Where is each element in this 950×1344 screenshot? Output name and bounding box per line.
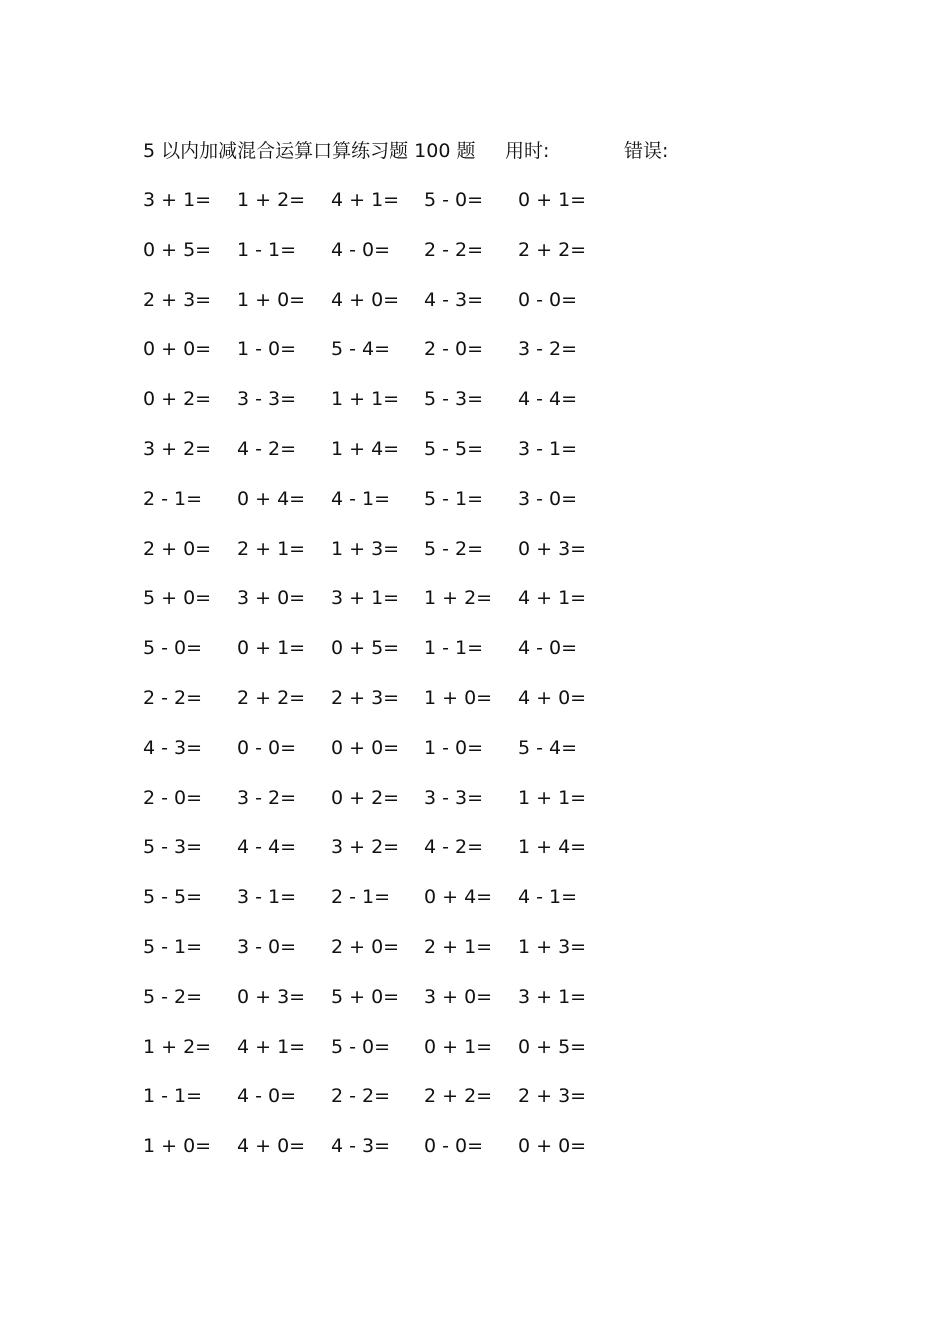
problem-grid [143, 186, 623, 1182]
math-problem: 0 + 0= [331, 736, 400, 759]
math-problem: 1 - 0= [237, 338, 297, 361]
math-problem: 5 - 1= [424, 487, 484, 510]
math-problem: 5 - 4= [331, 338, 391, 361]
math-problem: 0 + 4= [237, 487, 306, 510]
math-problem: 2 + 2= [424, 1085, 493, 1108]
math-problem: 2 - 1= [143, 487, 203, 510]
math-problem: 4 - 0= [237, 1085, 297, 1108]
math-problem: 5 - 3= [424, 388, 484, 411]
math-problem: 2 - 0= [143, 786, 203, 809]
problem-row [143, 584, 623, 634]
math-problem: 5 - 0= [143, 637, 203, 660]
math-problem: 1 + 1= [331, 388, 400, 411]
math-problem: 2 + 0= [331, 935, 400, 958]
math-problem: 1 + 2= [237, 189, 306, 211]
math-problem: 2 + 2= [518, 238, 587, 261]
problem-row [143, 485, 623, 535]
math-problem: 2 + 3= [143, 288, 212, 311]
problem-row [143, 1132, 623, 1182]
math-problem: 5 - 2= [143, 985, 203, 1008]
math-problem: 1 + 2= [143, 1035, 212, 1058]
math-problem: 2 - 2= [143, 686, 203, 709]
problem-row [143, 784, 623, 834]
math-problem: 3 - 1= [237, 886, 297, 909]
math-problem: 0 - 0= [237, 736, 297, 759]
math-problem: 3 - 0= [518, 487, 578, 510]
math-problem: 5 - 3= [143, 836, 203, 859]
math-problem: 0 + 3= [518, 537, 587, 560]
math-problem: 4 - 1= [518, 886, 578, 909]
math-problem: 0 + 5= [518, 1035, 587, 1058]
worksheet-title: 5 以内加减混合运算口算练习题 100 题 [143, 140, 476, 162]
math-problem: 1 - 1= [237, 238, 297, 261]
math-problem: 4 + 0= [331, 288, 400, 311]
math-problem: 2 - 0= [424, 338, 484, 361]
math-problem: 5 - 0= [331, 1035, 391, 1058]
math-problem: 4 - 3= [424, 288, 484, 311]
math-problem: 0 + 5= [331, 637, 400, 660]
problem-row [143, 983, 623, 1033]
math-problem: 0 + 3= [237, 985, 306, 1008]
math-problem: 5 - 0= [424, 189, 484, 211]
problem-row [143, 435, 623, 485]
math-problem: 0 + 5= [143, 238, 212, 261]
math-problem: 4 - 4= [237, 836, 297, 859]
math-problem: 4 - 4= [518, 388, 578, 411]
math-problem: 4 + 1= [237, 1035, 306, 1058]
math-problem: 3 + 0= [237, 587, 306, 610]
math-problem: 4 + 0= [518, 686, 587, 709]
math-problem: 3 + 1= [331, 587, 400, 610]
math-problem: 5 + 0= [331, 985, 400, 1008]
problem-row [143, 1082, 623, 1132]
math-problem: 1 + 3= [518, 935, 587, 958]
math-problem: 5 - 5= [143, 886, 203, 909]
problem-row [143, 335, 623, 385]
math-problem: 0 + 0= [143, 338, 212, 361]
math-problem: 3 - 2= [237, 786, 297, 809]
math-problem: 3 - 0= [237, 935, 297, 958]
math-problem: 2 + 3= [331, 686, 400, 709]
math-problem: 0 + 2= [143, 388, 212, 411]
math-problem: 1 + 1= [518, 786, 587, 809]
math-problem: 1 + 0= [143, 1135, 212, 1158]
problem-row [143, 1033, 623, 1083]
problem-row [143, 286, 623, 336]
math-problem: 4 + 1= [331, 189, 400, 211]
math-problem: 4 - 2= [424, 836, 484, 859]
problem-row [143, 186, 623, 236]
math-problem: 1 - 0= [424, 736, 484, 759]
math-problem: 1 - 1= [143, 1085, 203, 1108]
math-problem: 3 + 2= [331, 836, 400, 859]
math-problem: 4 + 0= [237, 1135, 306, 1158]
problem-row [143, 236, 623, 286]
math-problem: 0 + 1= [518, 189, 587, 211]
math-problem: 5 - 4= [518, 736, 578, 759]
math-problem: 4 - 1= [331, 487, 391, 510]
problem-row [143, 734, 623, 784]
math-problem: 0 + 2= [331, 786, 400, 809]
math-problem: 1 - 1= [424, 637, 484, 660]
math-problem: 2 + 1= [424, 935, 493, 958]
math-problem: 2 - 2= [331, 1085, 391, 1108]
problem-row [143, 933, 623, 983]
math-problem: 4 - 3= [143, 736, 203, 759]
math-problem: 5 + 0= [143, 587, 212, 610]
problem-row [143, 883, 623, 933]
problem-row [143, 634, 623, 684]
math-problem: 1 + 0= [237, 288, 306, 311]
math-problem: 0 + 1= [424, 1035, 493, 1058]
math-problem: 2 + 1= [237, 537, 306, 560]
math-problem: 0 - 0= [424, 1135, 484, 1158]
math-problem: 1 + 2= [424, 587, 493, 610]
math-problem: 5 - 1= [143, 935, 203, 958]
math-problem: 1 + 0= [424, 686, 493, 709]
math-problem: 3 + 0= [424, 985, 493, 1008]
math-problem: 1 + 3= [331, 537, 400, 560]
math-problem: 0 - 0= [518, 288, 578, 311]
math-problem: 4 - 3= [331, 1135, 391, 1158]
math-problem: 4 - 0= [518, 637, 578, 660]
math-problem: 3 - 2= [518, 338, 578, 361]
math-problem: 4 - 0= [331, 238, 391, 261]
math-problem: 0 + 4= [424, 886, 493, 909]
math-problem: 4 + 1= [518, 587, 587, 610]
math-problem: 1 + 4= [518, 836, 587, 859]
math-problem: 3 + 1= [518, 985, 587, 1008]
problem-row [143, 535, 623, 585]
problem-row [143, 385, 623, 435]
math-problem: 3 + 1= [143, 189, 212, 211]
math-problem: 3 - 3= [237, 388, 297, 411]
math-problem: 2 - 2= [424, 238, 484, 261]
math-problem: 3 + 2= [143, 437, 212, 460]
math-problem: 5 - 5= [424, 437, 484, 460]
math-problem: 2 + 2= [237, 686, 306, 709]
math-problem: 2 + 3= [518, 1085, 587, 1108]
math-problem: 3 - 3= [424, 786, 484, 809]
math-problem: 2 + 0= [143, 537, 212, 560]
problem-row [143, 684, 623, 734]
problem-row [143, 833, 623, 883]
math-problem: 3 - 1= [518, 437, 578, 460]
errors-label: 错误: [624, 140, 669, 162]
time-used-label: 用时: [505, 140, 550, 162]
math-problem: 0 + 0= [518, 1135, 587, 1158]
math-problem: 5 - 2= [424, 537, 484, 560]
math-problem: 1 + 4= [331, 437, 400, 460]
math-problem: 0 + 1= [237, 637, 306, 660]
math-problem: 2 - 1= [331, 886, 391, 909]
math-problem: 4 - 2= [237, 437, 297, 460]
